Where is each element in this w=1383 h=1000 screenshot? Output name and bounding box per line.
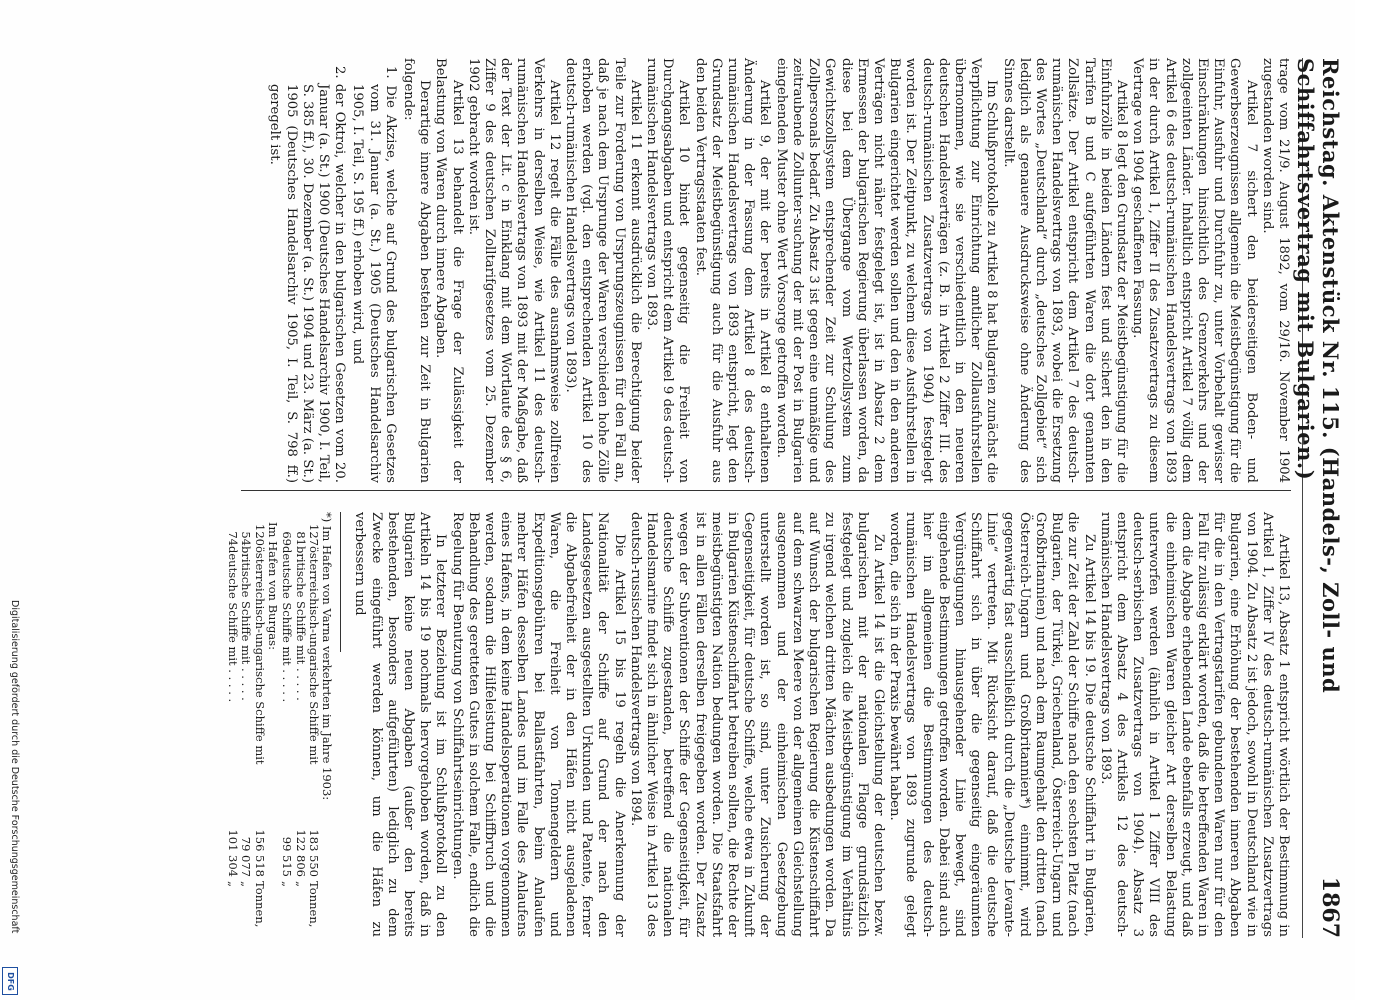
ship-count: 54: [239, 531, 254, 546]
ship-label: britische Schiffe mit . . . . .: [293, 546, 308, 701]
footnote-intro: *) Im Hafen von Varna verkehrten im Jahre 1903:: [320, 512, 335, 801]
tonnage: 183 550: [307, 829, 322, 877]
unit: Tonnen,: [252, 881, 267, 928]
dfg-logo: [2, 967, 18, 995]
dfg-logo-text: DFG: [5, 971, 15, 991]
unit: „: [293, 881, 308, 887]
paragraph: Derartige innere Abgaben bestehen zur Zeit in Bulgarien folgende:: [401, 58, 433, 483]
tonnage: 156 518: [252, 829, 267, 877]
ship-count: 127: [307, 524, 322, 546]
list-item: 1. Die Akzise, welche auf Grund des bulgarischen Gesetzes vom 31. Januar (a. St.) 1905 (Deutsches Handelsarchiv 1905, I. Teil, S. 195 ff.) erhoben wird, und: [350, 66, 398, 483]
paragraph: Im Schlußprotokolle zu Artikel 8 hat Bulgarien zunächst die Verpflichtung zur Einrichtung amtlicher Zollausfuhrstellen übernommen, wie sie verschiedentlich in den neueren deutschen Handelsverträgen (z. B. in Artikel 2 Ziffer III. des deutsch-rumänischen Zusatzvertrags von 1904) festgelegt worden ist. Der Zeitpunkt, zu welchem diese Ausfuhrstellen in Bulgarien eingerichtet werden sollen und den in den anderen Verträgen nicht näher festgelegt ist, ist in Absatz 2 dem Ermessen der bulgarischen Regierung überlassen worden, da diese bei dem Übergange vom Wertzollsystem zum Gewichtszollsystem entsprechender Zeit zur Schulung des Zollpersonals bedarf. Zu Absatz 3 ist gegen eine unmäßige und zeitraubende Zollunter-suchung der mit der Post in Bulgarien eingehenden Muster ohne Wert Vorsorge getroffen worden.: [773, 58, 1000, 483]
table-row: [307, 512, 321, 937]
footnote-table-varna: [280, 512, 321, 937]
paragraph: Artikel 13 behandelt die Frage der Zulässigkeit der Belastung von Waren durch innere Abgaben.: [433, 58, 465, 483]
tonnage: 99 515: [280, 836, 295, 877]
running-head: [1293, 58, 1343, 938]
left-column: [264, 58, 1291, 483]
footnote-table-burgas: [225, 512, 266, 937]
unit: „: [225, 881, 240, 887]
ship-label: deutsche Schiffe mit . . . . .: [280, 546, 295, 703]
paragraph: Artikel 7 sichert den beiderseitigen Boden- und Gewerbserzeugnissen allgemein die Meistbegünstigung für die Einfuhr, Ausfuhr und Durchfuhr zu, unter Vorbehalt gewisser Einschränkungen hinsichtlich des Grenzverkehrs und der zollgeeinten Länder. Inhaltlich entspricht Artikel 7 völlig dem Artikel 6 des deutsch-rumänischen Handelsvertrags von 1893 in der durch Artikel 1, Ziffer II des Zusatzvertrags zu diesem Vertrage von 1904 geschaffenen Fassung.: [1130, 58, 1259, 483]
paragraph: Artikel 10 bindet gegenseitig die Freiheit von Durchgangsabgaben und entspricht dem Artikel 9 des deutsch-rumänischen Handelsvertrags von 1893.: [644, 58, 692, 483]
digitization-credit: Digitalisierung gefördert durch die Deutsche Forschungsgemeinschaft: [9, 600, 20, 934]
unit: Tonnen,: [307, 881, 322, 928]
table-row: [293, 512, 307, 937]
list-item: 2. der Oktroi, welcher in den bulgarischen Gesetzen vom 20. Januar (a. St.) 1900 (Deutsches Handelsarchiv 1900, I. Teil, S. 385 ff.), 30. Dezember (a. St.) 1904 und 23. März (a. St.) 1905 (Deutsches Handelsarchiv 1905, I. Teil, S. 798 ff.) geregelt ist.: [267, 66, 348, 483]
table-row: [225, 512, 239, 937]
page-number: 1867: [1317, 876, 1343, 938]
paragraph: Zu Artikel 14 bis 19. Die deutsche Schiffahrt in Bulgarien, die zur Zeit der Zahl der Schiffe nach den sechsten Platz (nach Bulgarien, der Türkei, Griechenland, Österreich-Ungarn und Großbritannien) und nach dem Raumgehalt den dritten (nach Österreich-Ungarn und Großbritannien*) einnimmt, wird gegenwärtig fast ausschließlich durch die „Deutsche Levante-Linie“ vertreten. Mit Rücksicht darauf, daß die deutsche Schiffahrt sich in über die gegenseitig eingeräumten Vergünstigungen hinausgehender Linie bewegt, sind eingehende Bestimmungen getroffen worden. Dabei sind auch hier im allgemeinen die Bestimmungen des deutsch-rumänischen Handelsvertrags von 1893 zugrunde gelegt worden, die sich in der Praxis bewährt haben.: [887, 512, 1097, 937]
footnote-rule: [340, 512, 341, 652]
ship-label: österreichisch-ungarische Schiffe mit: [252, 546, 267, 765]
ship-count: 74: [225, 531, 240, 546]
ship-count: 81: [293, 531, 308, 546]
unit: „: [280, 881, 295, 887]
paragraph: Artikel 8 legt den Grundsatz der Meistbegünstigung für die Einfuhrzölle in beiden Ländern fest und sichert den in den Tarifen B und C aufgeführten Waren die dort genannten Zollsätze. Der Artikel entspricht dem Artikel 7 des deutsch-rumänischen Handelsvertrags von 1893, wobei die Ersetzung des Wortes „Deutschland“ durch „deutsches Zollgebiet“ sich lediglich als genauere Ausdrucksweise ohne Änderung des Sinnes darstellt.: [1000, 58, 1129, 483]
ship-label: österreichisch-ungarische Schiffe mit: [307, 546, 322, 765]
paragraph: Artikel 13, Absatz 1 entspricht wörtlich der Bestimmung in Artikel 1, Ziffer IV des deutsch-rumänischen Zusatzvertrags von 1904. Zu Absatz 2 ist jedoch, sowohl in Deutschland wie in Bulgarien, eine Erhöhung der bestehenden inneren Abgaben für die in den Vertragstarifen gebundenen Waren nur für den Fall für zulässig erklärt worden, daß die betreffenden Waren in dem die Abgabe erhebenden Lande ebenfalls erzeugt, und daß die einheimischen Waren gleicher Art derselben Belastung unterworfen werden (ähnlich in Artikel 1 Ziffer VIII des deutsch-serbischen Zusatzvertrags von 1904). Absatz 3 entspricht dem Absatz 4 des Artikels 12 des deutsch-rumänischen Handelsvertrags von 1893.: [1097, 512, 1291, 937]
tonnage: 79 077: [239, 836, 254, 877]
paragraph: trage vom 21/9. August 1892, vom 29/16. November 1904 zugestanden worden sind.: [1259, 58, 1291, 483]
paragraph: In letzterer Beziehung ist im Schlußprotokoll zu den Artikeln 14 bis 19 nochmals hervorgehoben worden, daß in Bulgarien keine neuen Abgaben (außer den bereits bestehenden, besonders aufgeführten) lediglich zu dem Zwecke eingeführt werden können, um die Häfen zu verbessern und: [352, 512, 449, 937]
page-title: Reichstag. Aktenstück Nr. 115. (Handels-, Zoll- und Schiffahrtsvertrag mit Bulgarien.): [1293, 58, 1343, 694]
paragraph: Zu Artikel 14 ist die Gleichstellung der deutschen bezw. bulgarischen mit der nationalen Flagge grundsätzlich festgelegt und zugleich die Meistbegünstigung im Verhältnis zu irgend welchen dritten Mächten ausbedungen worden. Da auf Wunsch der bulgarischen Regierung die Küstenschiffahrt auf dem schwarzen Meere von der allgemeinen Gleichstellung ausgenommen und der einheimischen Gesetzgebung unterstellt worden ist, so sind, unter Zusicherung der Gegenseitigkeit, für deutsche Schiffe, welche etwa in Zukunft in Bulgarien Küstenschiffahrt betreiben sollten, die Rechte der meistbegünstigten Nation bedungen worden. Die Staatsfahrt ist in allen Fällen derselben freigegeben worden. Der Zusatz wegen der Subventionen der Schiffe der Gegenseitigkeit, für deutsche Schiffe zugestanden, betreffend die nationalen Handelsmarine findet sich in ähnlicher Weise in Artikel 13 des deutsch-russischen Handelsvertrags von 1894.: [627, 512, 886, 937]
table-row: [252, 512, 266, 937]
table-row: [239, 512, 253, 937]
tonnage: 101 304: [225, 829, 240, 877]
column-divider: [241, 490, 1291, 491]
tonnage: 122 806: [293, 829, 308, 877]
ship-count: 120: [252, 524, 267, 546]
paragraph: Artikel 11 erkennt ausdrücklich die Berechtigung beider Teile zur Forderung von Ursprungszeugnissen für den Fall an, daß je nach dem Ursprunge der Waren verschieden hohe Zölle erhoben werden (vgl. den entsprechenden Artikel 10 des deutsch-rumänischen Handelsvertrags von 1893).: [563, 58, 643, 483]
paragraph: Artikel 9, der mit der bereits in Artikel 8 enthaltenen Änderung in der Fassung dem Artikel 8 des deutsch-rumänischen Handelsvertrags von 1893 entspricht, legt den Grundsatz der Meistbegünstigung auch für die Ausfuhr aus den beiden Vertragsstaaten fest.: [692, 58, 773, 483]
ship-label: deutsche Schiffe mit . . . . .: [225, 546, 240, 703]
unit: „: [239, 881, 254, 887]
paragraph: Artikel 12 regelt die Fälle des ausnahmsweise zollfreien Verkehrs in derselben Weise, wie Artikel 11 des deutsch-rumänischen Handelsvertrags von 1893 mit der Maßgabe, daß der Text der Lit. c in Einklang mit dem Wortlaute des § 6, Ziffer 9 des deutschen Zolltarifgesetzes vom 25. Dezember 1902 gebracht worden ist.: [465, 58, 562, 483]
footnote-burgas-intro: Im Hafen von Burgas:: [265, 522, 280, 650]
ship-label: britische Schiffe mit . . . . .: [239, 546, 254, 701]
right-column: [225, 512, 1291, 937]
paragraph: Die Artikel 15 bis 19 regeln die Anerkennung der Nationalität der Schiffe auf Grund der nach den Landesgesetzen ausgestellten Urkunden und Patente, ferner die Abgabefreiheit der in den Häfen nicht ausgeladenen Waren, die Freiheit von Tonnengeldern und Expeditionsgebühren bei Ballastfahrten, beim Anlaufen mehrer Häfen desselben Landes und im Falle des Anlaufens eines Hafens, in dem keine Handelsoperationen vorgenommen werden, sodann die Hilfeleistung bei Schiffbruch und die Behandlung des geretteten Gutes in solchem Falle, endlich die Regelung für Benutzung von Schiffahrtseinrichtungen.: [449, 512, 627, 937]
table-row: [280, 512, 294, 937]
ship-count: 69: [280, 531, 295, 546]
